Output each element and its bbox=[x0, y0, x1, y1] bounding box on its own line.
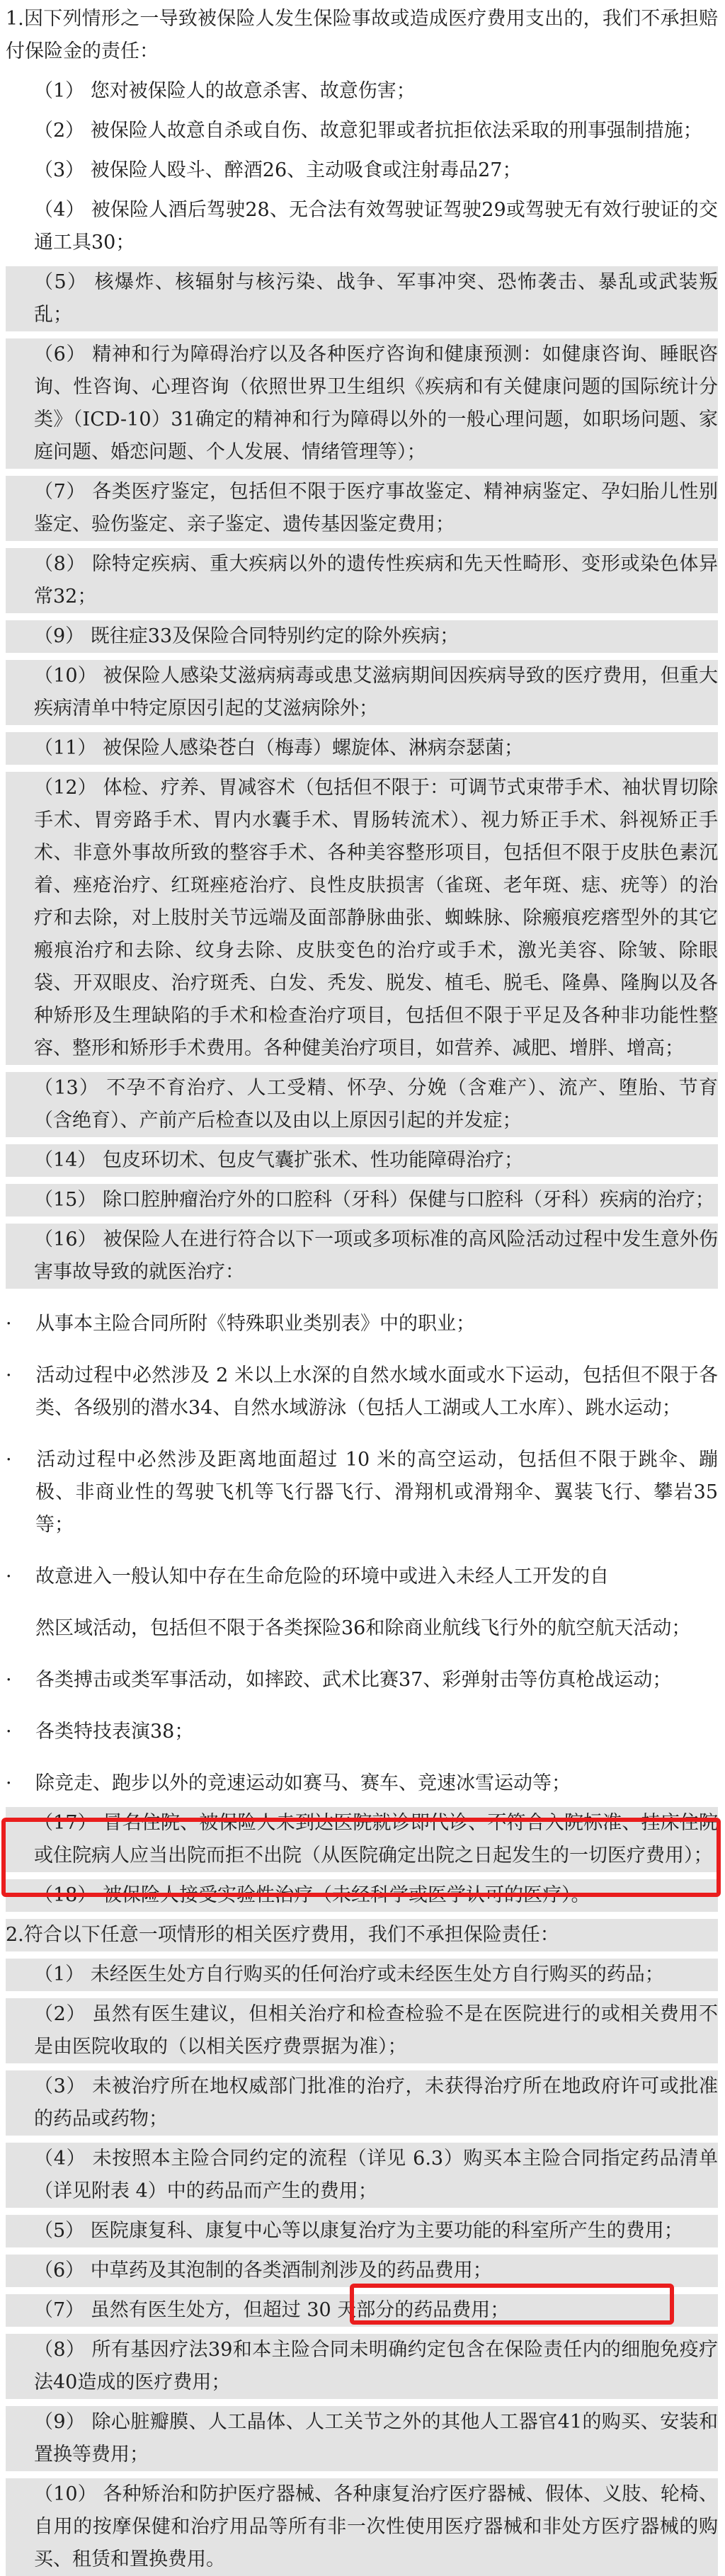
exclusion-item: （14） 包皮环切术、包皮气囊扩张术、性功能障碍治疗； bbox=[6, 1144, 718, 1177]
bullet-text: 活动过程中必然涉及距离地面超过 10 米的高空运动，包括但不限于跳伞、蹦极、非商业性的驾驶飞机等飞行器飞行、滑翔机或滑翔伞、翼装飞行、攀岩35等； bbox=[35, 1449, 718, 1536]
bullet-continuation: 然区域活动，包括但不限于各类探险36和除商业航线飞行外的航空航天活动； bbox=[35, 1617, 691, 1639]
highlight-box bbox=[1, 1818, 721, 1897]
exclusion-item: （10） 各种矫治和防护医疗器械、各种康复治疗医疗器械、假体、义肢、轮椅、自用的按摩保健和治疗用品等所有非一次性使用医疗器械和非处方医疗器械的购买、租赁和置换费用。 bbox=[6, 2478, 718, 2576]
exclusion-item: （2） 被保险人故意自杀或自伤、故意犯罪或者抗拒依法采取的刑事强制措施； bbox=[34, 120, 702, 142]
list-item bbox=[6, 1716, 718, 1748]
exclusion-item: （3） 未被治疗所在地权威部门批准的治疗，未获得治疗所在地政府许可或批准的药品或药物； bbox=[6, 2070, 718, 2136]
list-item bbox=[6, 1767, 718, 1800]
bullet-text: 从事本主险合同所附《特殊职业类别表》中的职业； bbox=[35, 1313, 475, 1335]
list-item bbox=[6, 1664, 718, 1697]
exclusion-item: （4） 未按照本主险合同约定的流程（详见 6.3）购买本主险合同指定药品清单（详见附表 4）中的药品而产生的费用； bbox=[6, 2143, 718, 2208]
section2-intro: 2.符合以下任意一项情形的相关医疗费用，我们不承担保险责任： bbox=[6, 1919, 718, 1951]
exclusion-item: （11） 被保险人感染苍白（梅毒）螺旋体、淋病奈瑟菌； bbox=[6, 732, 718, 765]
highlight-box bbox=[350, 2284, 674, 2325]
exclusion-item: （2） 虽然有医生建议，但相关治疗和检查检验不是在医院进行的或相关费用不是由医院收取的（以相关医疗费票据为准）； bbox=[6, 1998, 718, 2063]
bullet-text: 各类搏击或类军事活动，如摔跤、武术比赛37、彩弹射击等仿真枪战运动； bbox=[35, 1669, 672, 1691]
exclusion-item: （18） 被保险人接受实验性治疗（未经科学或医学认可的医疗）。 bbox=[6, 1879, 718, 1912]
exclusion-item: （17） 冒名住院、被保险人未到达医院就诊即代诊、不符合入院标准、挂床住院或住院病人应当出院而拒不出院（从医院确定出院之日起发生的一切医疗费用）； bbox=[6, 1807, 718, 1872]
list-item bbox=[6, 1561, 718, 1593]
section1-intro: 1.因下列情形之一导致被保险人发生保险事故或造成医疗费用支出的，我们不承担赔付保险金的责任： bbox=[6, 8, 718, 62]
bullet-icon: · bbox=[6, 1721, 12, 1743]
exclusion-item: （6） 精神和行为障碍治疗以及各种医疗咨询和健康预测：如健康咨询、睡眠咨询、性咨询、心理咨询（依照世界卫生组织《疾病和有关健康问题的国际统计分类》（ICD-10）31确定的精神和行为障碍以外的一般心理问题，如职场问题、家庭问题、婚恋问题、个人发展、情绪管理等）； bbox=[6, 338, 718, 469]
bullet-icon: · bbox=[6, 1566, 12, 1588]
exclusion-item: （9） 既往症33及保险合同特别约定的除外疾病； bbox=[6, 620, 718, 653]
exclusion-item: （3） 被保险人殴斗、醉酒26、主动吸食或注射毒品27； bbox=[34, 159, 522, 181]
bullet-icon: · bbox=[6, 1669, 12, 1691]
exclusion-item: （9） 除心脏瓣膜、人工晶体、人工关节之外的其他人工器官41的购买、安装和置换等费用； bbox=[6, 2406, 718, 2471]
exclusion-item: （8） 所有基因疗法39和本主险合同未明确约定包含在保险责任内的细胞免疫疗法40造成的医疗费用； bbox=[6, 2334, 718, 2399]
exclusion-item: （4） 被保险人酒后驾驶28、无合法有效驾驶证驾驶29或驾驶无有效行驶证的交通工具30； bbox=[34, 199, 718, 253]
list-item bbox=[6, 1444, 718, 1541]
exclusion-item: （8） 除特定疾病、重大疾病以外的遗传性疾病和先天性畸形、变形或染色体异常32； bbox=[6, 548, 718, 613]
exclusion-item: （15） 除口腔肿瘤治疗外的口腔科（牙科）保健与口腔科（牙科）疾病的治疗； bbox=[6, 1184, 718, 1216]
exclusion-item: （16） 被保险人在进行符合以下一项或多项标准的高风险活动过程中发生意外伤害事故导致的就医治疗： bbox=[6, 1224, 718, 1289]
bullet-text: 各类特技表演38； bbox=[35, 1721, 194, 1743]
exclusion-item: （5） 核爆炸、核辐射与核污染、战争、军事冲突、恐怖袭击、暴乱或武装叛乱； bbox=[6, 266, 718, 331]
exclusion-item: （1） 您对被保险人的故意杀害、故意伤害； bbox=[34, 80, 416, 102]
bullet-text: 除竞走、跑步以外的竞速运动如赛马、赛车、竞速冰雪运动等； bbox=[35, 1772, 571, 1794]
exclusion-item: （13） 不孕不育治疗、人工受精、怀孕、分娩（含难产）、流产、堕胎、节育（含绝育）、产前产后检查以及由以上原因引起的并发症； bbox=[6, 1072, 718, 1137]
bullet-icon: · bbox=[6, 1313, 12, 1335]
exclusion-item: （1） 未经医生处方自行购买的任何治疗或未经医生处方自行购买的药品； bbox=[6, 1959, 718, 1991]
exclusion-item: （7） 虽然有医生处方，但超过 30 天部分的药品费用； bbox=[6, 2294, 718, 2327]
bullet-icon: · bbox=[6, 1364, 12, 1386]
bullet-icon: · bbox=[6, 1449, 12, 1471]
exclusion-item: （7） 各类医疗鉴定，包括但不限于医疗事故鉴定、精神病鉴定、孕妇胎儿性别鉴定、验伤鉴定、亲子鉴定、遗传基因鉴定费用； bbox=[6, 476, 718, 541]
list-item bbox=[6, 1360, 718, 1425]
exclusion-item: （5） 医院康复科、康复中心等以康复治疗为主要功能的科室所产生的费用； bbox=[6, 2215, 718, 2247]
exclusion-item: （12） 体检、疗养、胃减容术（包括但不限于：可调节式束带手术、袖状胃切除手术、胃旁路手术、胃内水囊手术、胃肠转流术）、视力矫正手术、斜视矫正手术、非意外事故所致的整容手术、各种美容整形项目，包括但不限于皮肤色素沉着、痤疮治疗、红斑痤疮治疗、良性皮肤损害（雀斑、老年斑、痣、疣等）的治疗和去除，对上肢肘关节远端及面部静脉曲张、蜘蛛脉、除瘢痕疙瘩型外的其它瘢痕治疗和去除、纹身去除、皮肤变色的治疗或手术，激光美容、除皱、除眼袋、开双眼皮、治疗斑秃、白发、秃发、脱发、植毛、脱毛、隆鼻、隆胸以及各种矫形及生理缺陷的手术和检查治疗项目，包括但不限于平足及各种非功能性整容、整形和矫形手术费用。各种健美治疗项目，如营养、减肥、增胖、增高； bbox=[6, 772, 718, 1065]
bullet-text: 活动过程中必然涉及 2 米以上水深的自然水域水面或水下运动，包括但不限于各类、各级别的潜水34、自然水域游泳（包括人工湖或人工水库）、跳水运动； bbox=[35, 1364, 718, 1419]
exclusion-item: （6） 中草药及其泡制的各类酒制剂涉及的药品费用； bbox=[6, 2255, 718, 2287]
list-item bbox=[6, 1308, 718, 1340]
exclusion-item: （10） 被保险人感染艾滋病病毒或患艾滋病期间因疾病导致的医疗费用，但重大疾病清单中特定原因引起的艾滋病除外； bbox=[6, 660, 718, 725]
bullet-icon: · bbox=[6, 1772, 12, 1794]
bullet-text: 故意进入一般认知中存在生命危险的环境中或进入未经人工开发的自 bbox=[35, 1566, 609, 1588]
